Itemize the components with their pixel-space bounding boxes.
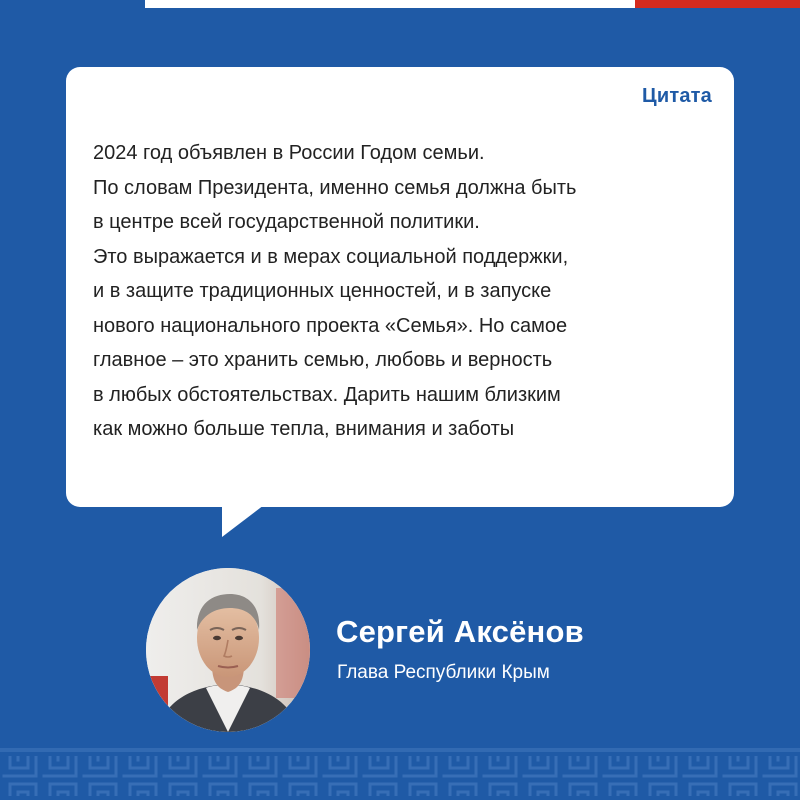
greek-key-ornament-icon [0,740,800,800]
quote-text [93,136,733,447]
quote-line: По словам Президента, именно семья должна быть [93,176,577,199]
speech-bubble-tail [222,505,264,537]
person-portrait-icon [146,568,310,732]
flag-stripe-blue [0,0,145,8]
flag-stripe-red [635,0,800,8]
quote-line: главное – это хранить семью, любовь и верность [93,349,553,371]
quote-line: как можно больше тепла, внимания и заботы [93,418,515,440]
author-title: Глава Республики Крым [337,662,550,683]
quote-line: нового национального проекта «Семья». Но самое [93,314,568,337]
quote-line: 2024 год объявлен в России Годом семьи. [93,142,485,164]
quote-line: Это выражается и в мерах социальной поддержки, [93,245,569,268]
flag-stripe-white [145,0,635,8]
quote-line: в любых обстоятельствах. Дарить нашим близким [93,383,561,406]
quote-tag: Цитата [642,85,712,107]
author-name: Сергей Аксёнов [336,614,584,649]
author-avatar [146,568,310,732]
flag-stripe [0,0,800,8]
quote-line: в центре всей государственной политики. [93,211,480,233]
quote-card [66,67,734,507]
quote-line: и в защите традиционных ценностей, и в запуске [93,280,552,302]
